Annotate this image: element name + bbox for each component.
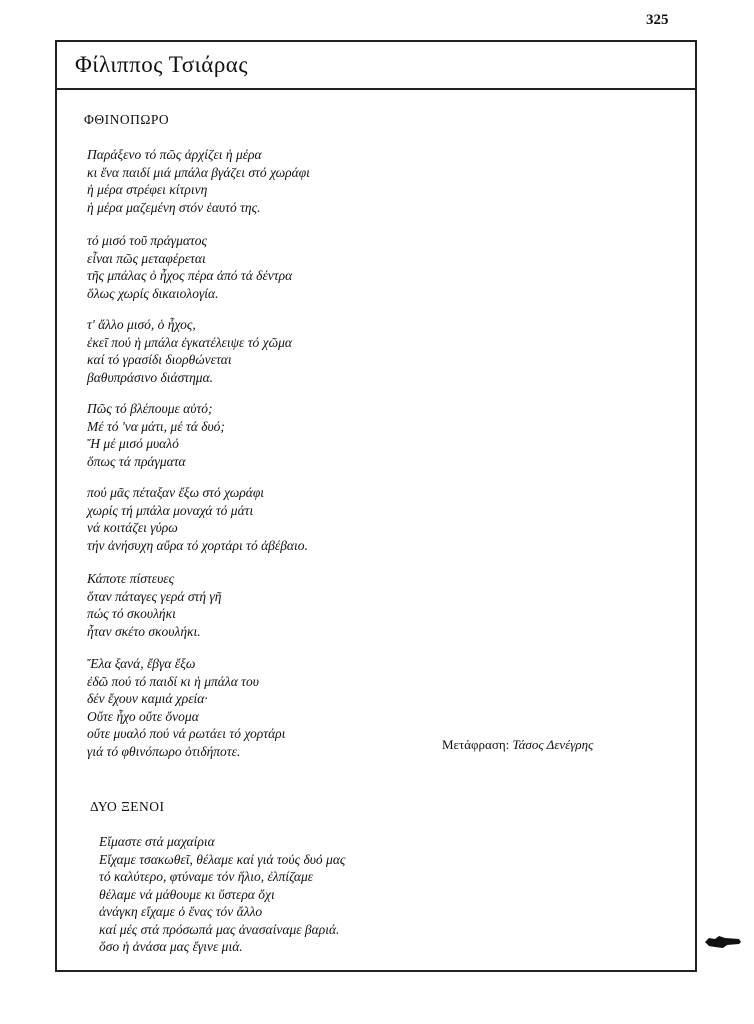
poem-line: ἦταν σκέτο σκουλήκι.: [87, 623, 201, 639]
poem-line: ὅταν πάταγες γερά στή γῆ: [87, 588, 222, 604]
poem-line: ἡ μέρα μαζεμένη στόν ἑαυτό της.: [87, 199, 261, 215]
poem-line: οὔτε μυαλό πού νά ρωτάει τό χορτάρι: [87, 726, 286, 741]
poem-line: νά κοιτάζει γύρω: [87, 520, 178, 535]
poem-frame: [55, 40, 697, 972]
poem-title-dyo-xenoi: ΔΥΟ ΞΕΝΟΙ: [90, 799, 165, 814]
poem-line: γιά τό φθινόπωρο ὁτιδήποτε.: [87, 743, 241, 759]
poem-line: ὅσο ἡ ἀνάσα μας ἔγινε μιά.: [99, 939, 243, 954]
poem-line: Πῶς τό βλέπουμε αὐτό;: [87, 401, 213, 416]
poem-line: δέν ἔχουν καμιά χρεία·: [87, 691, 208, 706]
stanza: [87, 146, 310, 216]
stanza: [87, 655, 285, 760]
poem-line: Οὔτε ἦχο οὔτε ὄνομα: [87, 708, 199, 724]
poem-line: τό καλύτερο, φτύναμε τόν ἥλιο, ἐλπίζαμε: [99, 869, 314, 884]
translation-label: Μετάφραση:: [442, 737, 510, 752]
poem-line: ἡ μέρα στρέφει κίτρινη: [87, 182, 208, 197]
stanza: [87, 484, 308, 554]
translator-name: Τάσος Δενέγρης: [512, 737, 594, 752]
poem-line: Παράξενο τό πῶς ἀρχίζει ἡ μέρα: [87, 147, 262, 162]
author-header: [57, 42, 695, 90]
poem-line: πώς τό σκουλήκι: [87, 606, 176, 621]
translation-credit: [442, 737, 593, 753]
poem-line: θέλαμε νά μάθουμε κι ὕστερα ὄχι: [99, 886, 275, 902]
poem-line: ὅλως χωρίς δικαιολογία.: [87, 285, 219, 301]
poem-line: βαθυπράσινο διάστημα.: [87, 369, 214, 385]
stanza: [87, 570, 221, 640]
poem-line: κι ἕνα παιδί μιά μπάλα βγάζει στό χωράφι: [87, 164, 310, 180]
poem-line: ἀνάγκη εἴχαμε ὁ ἕνας τόν ἄλλο: [99, 904, 263, 919]
page-number: 325: [646, 12, 669, 28]
poem-line: τήν ἀνήσυχη αὔρα τό χορτάρι τό ἀβέβαιο.: [87, 537, 308, 553]
poem-line: εἶναι πῶς μεταφέρεται: [87, 250, 206, 266]
poem-line: καί τό γρασίδι διορθώνεται: [87, 352, 232, 367]
stanza: [99, 833, 345, 956]
poem-line: Εἴχαμε τσακωθεῖ, θέλαμε καί γιά τούς δυό μας: [99, 851, 346, 867]
poem-line: πού μᾶς πέταξαν ἔξω στό χωράφι: [87, 485, 265, 500]
poem-line: ὅπως τά πράγματα: [87, 453, 186, 469]
poem-line: Κάποτε πίστευες: [87, 571, 175, 586]
poem-line: καί μές στά πρόσωπά μας ἀνασαίναμε βαριά.: [99, 921, 340, 937]
author-name: Φίλιππος Τσιάρας: [75, 52, 248, 77]
poem-line: Ἔλα ξανά, ἔβγα ἔξω: [87, 656, 196, 671]
poem-line: τό μισό τοῦ πράγματος: [87, 233, 207, 248]
poem-line: τ' ἄλλο μισό, ὁ ἦχος,: [87, 317, 196, 332]
stanza: [87, 316, 292, 386]
pointing-hand-icon: [703, 933, 743, 951]
poem-line: Εἴμαστε στά μαχαίρια: [99, 834, 215, 849]
poem-line: τῆς μπάλας ὁ ἦχος πέρα ἀπό τά δέντρα: [87, 268, 293, 283]
poem-line: ἐκεῖ πού ἡ μπάλα ἐγκατέλειψε τό χῶμα: [87, 334, 292, 350]
poem-line: χωρίς τή μπάλα μοναχά τό μάτι: [87, 502, 254, 518]
stanza: [87, 232, 292, 302]
poem-line: ἐδῶ πού τό παιδί κι ἡ μπάλα του: [87, 673, 259, 689]
poem-line: Μέ τό 'να μάτι, μέ τά δυό;: [87, 418, 225, 434]
stanza: [87, 400, 225, 470]
poem-title-fthinoporo: ΦΘΙΝΟΠΩΡΟ: [84, 112, 170, 127]
poem-line: Ἤ μέ μισό μυαλό: [87, 436, 179, 451]
